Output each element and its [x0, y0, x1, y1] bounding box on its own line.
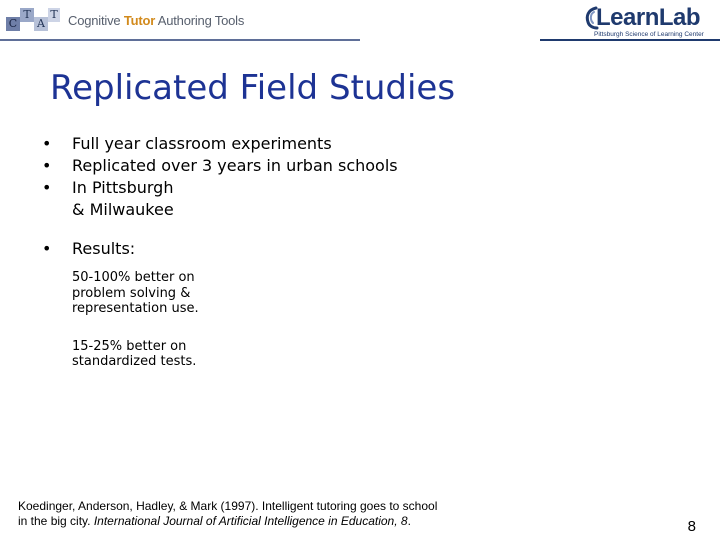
results-item: 15-25% better on standardized tests.: [72, 338, 197, 369]
bullet-glyph: •: [42, 134, 52, 153]
citation-end: .: [407, 513, 411, 528]
bullet-list: [42, 133, 642, 370]
learnlab-logo: [584, 4, 712, 38]
bullet-text: Replicated over 3 years in urban schools: [72, 156, 398, 175]
ctat-logo: [6, 7, 244, 33]
ctat-logo-square-c: C: [6, 17, 20, 31]
bullet-glyph: •: [42, 239, 52, 258]
header-divider-right: [540, 39, 720, 41]
bullet-item: [42, 155, 642, 177]
bullet-item: [42, 177, 642, 221]
header-divider-left: [0, 39, 360, 41]
bullet-glyph: •: [42, 156, 52, 175]
results-item: 50-100% better on problem solving & representation use.: [72, 270, 199, 316]
ctat-logo-text: [68, 13, 244, 28]
citation-journal: International Journal of Artificial Intelligence in Education, 8: [93, 513, 408, 528]
results-label: Results:: [72, 239, 136, 258]
bullet-item: [42, 133, 642, 155]
page-number: 8: [687, 518, 696, 535]
ctat-logo-text-prefix: Cognitive: [68, 12, 124, 28]
bullet-text: Full year classroom experiments: [72, 134, 332, 153]
learnlab-tagline: Pittsburgh Science of Learning Center: [594, 31, 704, 38]
citation: [18, 499, 538, 528]
bullet-text-continuation: & Milwaukee: [72, 200, 174, 219]
bullet-glyph: •: [42, 178, 52, 197]
results-bullet: [42, 238, 642, 260]
bullet-text: In Pittsburgh: [72, 178, 174, 197]
ctat-logo-text-tutor: Tutor: [123, 12, 156, 28]
ctat-logo-square-a: A: [34, 17, 48, 31]
citation-authors: Koedinger, Anderson, Hadley, & Mark (1997). Intelligent tutoring goes to school: [18, 499, 438, 513]
learnlab-wordmark: LearnLab: [596, 4, 701, 31]
ctat-logo-text-suffix: Authoring Tools: [155, 12, 245, 28]
ctat-logo-square-t: T: [20, 8, 34, 22]
ctat-logo-square-t2: T: [48, 8, 60, 22]
citation-title-end: in the big city.: [18, 513, 94, 528]
ctat-logo-squares: [6, 8, 62, 32]
slide-title: Replicated Field Studies: [50, 68, 456, 108]
